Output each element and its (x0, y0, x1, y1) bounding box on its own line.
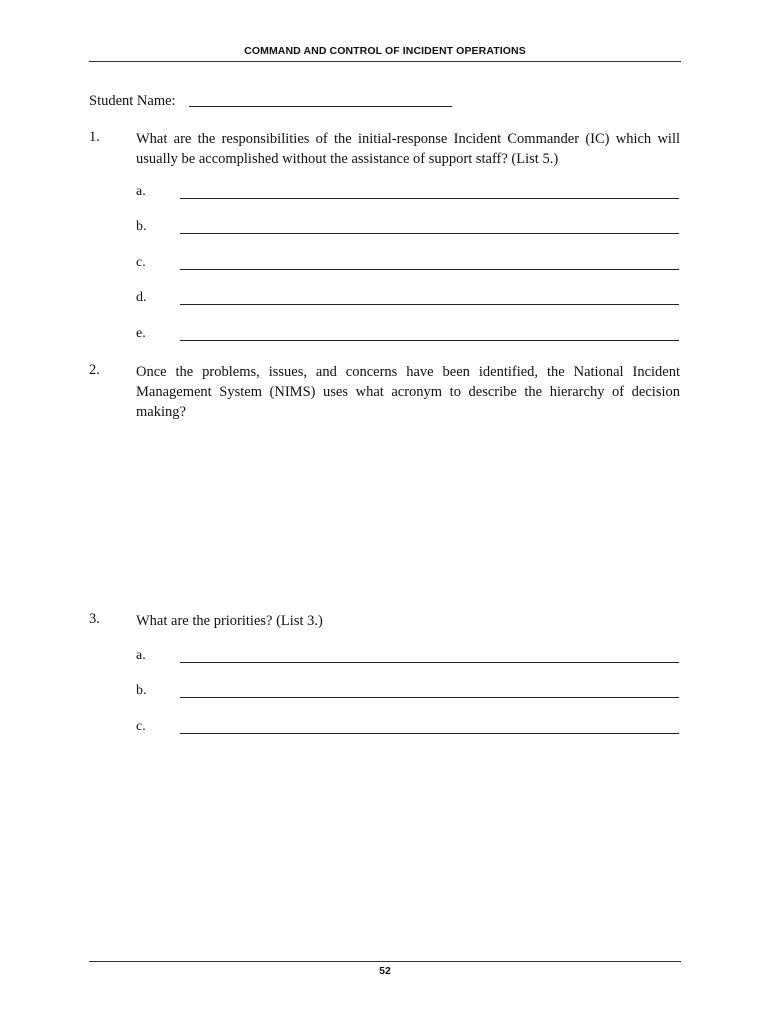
question-1-item-e-answer-line[interactable] (180, 340, 679, 341)
question-3-item-c-answer-line[interactable] (180, 733, 679, 734)
question-1-item-c-label: c. (136, 255, 146, 270)
question-3-item-b-label: b. (136, 683, 147, 698)
question-1-text: What are the responsibilities of the initial-response Incident Commander (IC) which will usually be accomplished without the assistance of support staff? (List 5.) (136, 131, 680, 167)
question-1-item-a-answer-line[interactable] (180, 198, 679, 199)
student-name-field-line[interactable] (189, 106, 452, 107)
question-1-item-a-label: a. (136, 184, 146, 199)
question-3-text: What are the priorities? (List 3.) (136, 613, 323, 629)
student-name-label: Student Name: (89, 93, 176, 109)
question-1-item-d-answer-line[interactable] (180, 304, 679, 305)
question-1-item-b-answer-line[interactable] (180, 233, 679, 234)
question-3-item-b-answer-line[interactable] (180, 697, 679, 698)
question-3-item-a-answer-line[interactable] (180, 662, 679, 663)
question-1-item-d-label: d. (136, 290, 147, 305)
question-1-item-b-label: b. (136, 219, 147, 234)
footer-divider (89, 961, 681, 962)
question-2-number: 2. (89, 362, 100, 378)
header-divider (89, 61, 681, 62)
question-3-item-a-label: a. (136, 648, 146, 663)
question-3-number: 3. (89, 611, 100, 627)
question-1-item-c-answer-line[interactable] (180, 269, 679, 270)
page-header-title: COMMAND AND CONTROL OF INCIDENT OPERATIONS (244, 45, 526, 57)
question-1-item-e-label: e. (136, 326, 146, 341)
question-1-number: 1. (89, 129, 100, 145)
question-2-text: Once the problems, issues, and concerns have been identified, the National Incident Management System (NIMS) uses what acronym to describe the hierarchy of decision making? (136, 364, 680, 420)
page-number: 52 (379, 965, 391, 977)
question-3-item-c-label: c. (136, 719, 146, 734)
